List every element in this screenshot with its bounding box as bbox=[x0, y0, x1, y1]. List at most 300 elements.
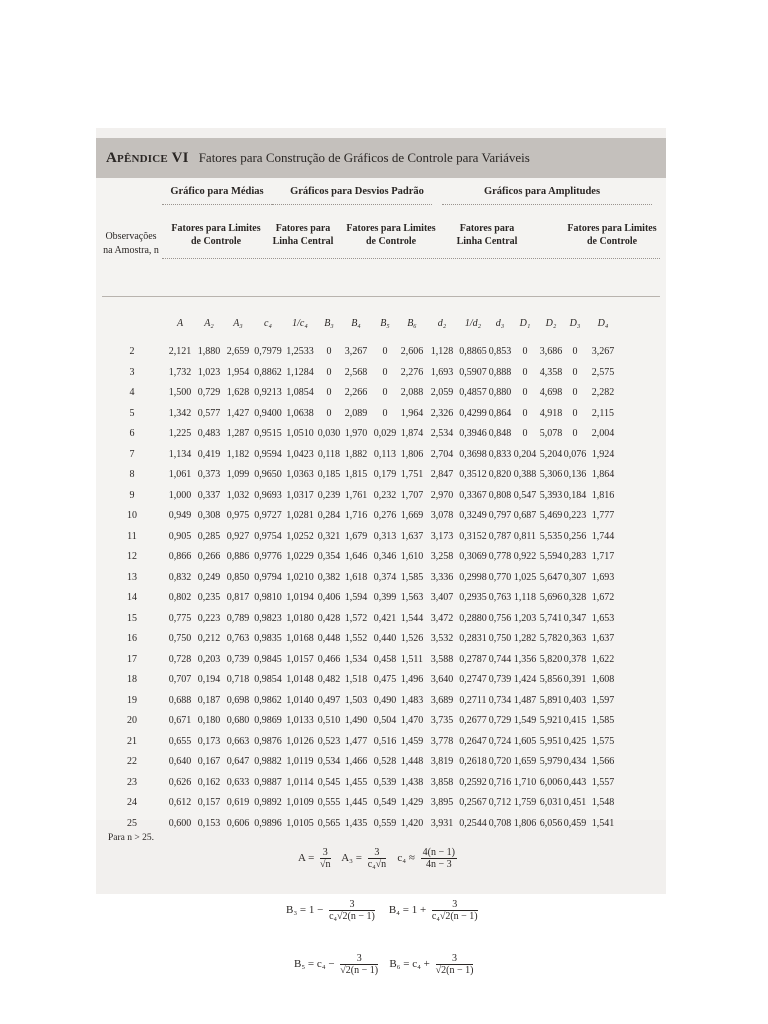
table-cell: 0,284 bbox=[317, 510, 341, 521]
table-cell: 5,535 bbox=[539, 530, 563, 542]
table-row bbox=[102, 674, 660, 695]
table-cell: 1,549 bbox=[513, 715, 537, 726]
table-cell: 1,477 bbox=[344, 735, 368, 747]
table-cell: 0 bbox=[326, 366, 332, 378]
table-cell: 1,646 bbox=[344, 551, 368, 562]
table-cell: 0,223 bbox=[197, 612, 221, 624]
table-cell: 0,3069 bbox=[459, 551, 487, 562]
table-cell: 0,9835 bbox=[254, 633, 282, 644]
table-cell: 1,470 bbox=[400, 715, 424, 726]
row-n-cell: 17 bbox=[127, 653, 137, 665]
group-desvios: Gráficos para Desvios Padrão bbox=[290, 186, 424, 197]
table-cell: 6,006 bbox=[539, 776, 563, 788]
table-cell: 0 bbox=[326, 346, 332, 357]
table-cell: 1,023 bbox=[197, 366, 221, 378]
table-cell: 0,975 bbox=[226, 510, 250, 521]
table-cell: 0,817 bbox=[226, 592, 250, 603]
table-cell: 1,000 bbox=[168, 489, 192, 501]
table-cell: 1,759 bbox=[513, 797, 537, 808]
formula-row-3 bbox=[294, 953, 476, 976]
formula-B4-den: c₄√2(n − 1) bbox=[431, 911, 478, 922]
table-cell: 0 bbox=[326, 407, 332, 419]
table-cell: 0,848 bbox=[488, 428, 512, 439]
column-header: A₂ bbox=[204, 318, 214, 329]
formula-B4-num: 3 bbox=[432, 899, 478, 911]
table-cell: 2,089 bbox=[344, 407, 368, 419]
table-row bbox=[102, 449, 660, 470]
formula-B6-den: √2(n − 1) bbox=[435, 965, 474, 976]
table-cell: 1,716 bbox=[344, 510, 368, 521]
table-cell: 6,056 bbox=[539, 817, 563, 829]
table-cell: 1,544 bbox=[400, 612, 424, 624]
table-cell: 5,306 bbox=[539, 469, 563, 480]
table-cell: 0,9854 bbox=[254, 674, 282, 685]
formula-row-2 bbox=[286, 899, 481, 922]
table-cell: 0,378 bbox=[563, 653, 587, 665]
table-cell: 0,9693 bbox=[254, 489, 282, 501]
table-cell: 1,0140 bbox=[286, 694, 314, 706]
table-cell: 5,594 bbox=[539, 551, 563, 562]
table-cell: 5,078 bbox=[539, 428, 563, 439]
table-cell: 3,819 bbox=[430, 756, 454, 767]
table-cell: 0 bbox=[326, 387, 332, 398]
table-cell: 0,346 bbox=[373, 551, 397, 562]
table-cell: 0,688 bbox=[168, 694, 192, 706]
table-cell: 0 bbox=[522, 428, 528, 439]
table-cell: 0,3152 bbox=[459, 530, 487, 542]
table-cell: 2,004 bbox=[591, 428, 615, 439]
table-cell: 1,880 bbox=[197, 346, 221, 357]
table-cell: 1,287 bbox=[226, 428, 250, 439]
table-cell: 1,806 bbox=[513, 817, 537, 829]
table-cell: 1,0510 bbox=[286, 428, 314, 439]
table-cell: 0,739 bbox=[226, 653, 250, 665]
table-cell: 1,448 bbox=[400, 756, 424, 767]
table-cell: 3,532 bbox=[430, 633, 454, 644]
table-cell: 1,0194 bbox=[286, 592, 314, 603]
table-cell: 0,308 bbox=[197, 510, 221, 521]
table-row bbox=[102, 572, 660, 593]
table-row bbox=[102, 592, 660, 613]
table-cell: 1,964 bbox=[400, 407, 424, 419]
row-n-cell: 15 bbox=[127, 612, 137, 624]
sub-lim-medias: Fatores para Limites de Controle bbox=[171, 223, 261, 247]
table-cell: 0,523 bbox=[317, 735, 341, 747]
table-cell: 5,696 bbox=[539, 592, 563, 603]
row-n-cell: 21 bbox=[127, 735, 137, 747]
table-cell: 0,555 bbox=[317, 797, 341, 808]
table-cell: 1,0119 bbox=[286, 756, 314, 767]
table-cell: 1,0423 bbox=[286, 448, 314, 460]
table-row bbox=[102, 387, 660, 408]
table-cell: 1,438 bbox=[400, 776, 424, 788]
table-cell: 0 bbox=[382, 407, 388, 419]
table-cell: 0,9869 bbox=[254, 715, 282, 726]
table-cell: 0,549 bbox=[373, 797, 397, 808]
table-cell: 0,802 bbox=[168, 592, 192, 603]
table-cell: 0,9882 bbox=[254, 756, 282, 767]
table-cell: 5,979 bbox=[539, 756, 563, 767]
column-header: c₄ bbox=[264, 318, 272, 329]
table-cell: 1,1284 bbox=[286, 366, 314, 378]
table-cell: 3,258 bbox=[430, 551, 454, 562]
table-cell: 0,763 bbox=[226, 633, 250, 644]
table-cell: 0,490 bbox=[373, 694, 397, 706]
table-cell: 0,363 bbox=[563, 633, 587, 644]
table-cell: 0,9776 bbox=[254, 551, 282, 562]
column-header: d₃ bbox=[495, 318, 505, 329]
table-cell: 2,606 bbox=[400, 346, 424, 357]
table-cell: 1,816 bbox=[591, 489, 615, 501]
table-cell: 0 bbox=[522, 407, 528, 419]
table-cell: 1,496 bbox=[400, 674, 424, 685]
table-cell: 0,2544 bbox=[459, 817, 487, 829]
table-cell: 0,173 bbox=[197, 735, 221, 747]
rule-desvios bbox=[272, 204, 432, 205]
table-cell: 0,388 bbox=[513, 469, 537, 480]
table-cell: 1,659 bbox=[513, 756, 537, 767]
table-cell: 0 bbox=[382, 346, 388, 357]
table-cell: 1,608 bbox=[591, 674, 615, 685]
table-cell: 3,640 bbox=[430, 674, 454, 685]
table-cell: 0,136 bbox=[563, 469, 587, 480]
table-cell: 0,9650 bbox=[254, 469, 282, 480]
column-header: B₆ bbox=[407, 318, 417, 329]
row-n-cell: 3 bbox=[129, 366, 135, 378]
table-cell: 0,421 bbox=[373, 612, 397, 624]
table-cell: 6,031 bbox=[539, 797, 563, 808]
table-cell: 0,2567 bbox=[459, 797, 487, 808]
table-cell: 1,455 bbox=[344, 776, 368, 788]
column-header: 1/d₂ bbox=[464, 318, 482, 329]
table-cell: 0,9754 bbox=[254, 530, 282, 542]
formula-c4-num: 4(n − 1) bbox=[422, 847, 455, 858]
formula-c4-den: 4n − 3 bbox=[425, 859, 452, 870]
table-cell: 0 bbox=[572, 346, 578, 357]
table-cell: 5,891 bbox=[539, 694, 563, 706]
table-cell: 0,663 bbox=[226, 735, 250, 747]
table-cell: 1,585 bbox=[400, 571, 424, 583]
table-cell: 1,628 bbox=[226, 387, 250, 398]
table-cell: 0,2880 bbox=[459, 612, 487, 624]
table-row bbox=[102, 346, 660, 367]
table-cell: 2,121 bbox=[168, 346, 192, 357]
table-row bbox=[102, 469, 660, 490]
table-cell: 3,407 bbox=[430, 592, 454, 603]
table-cell: 2,534 bbox=[430, 428, 454, 439]
rule-amplitudes bbox=[442, 204, 652, 205]
table-cell: 5,820 bbox=[539, 653, 563, 665]
table-cell: 5,469 bbox=[539, 510, 563, 521]
table-cell: 0,9896 bbox=[254, 817, 282, 829]
table-cell: 0,113 bbox=[373, 448, 397, 460]
table-cell: 0,276 bbox=[373, 510, 397, 521]
table-cell: 0,9862 bbox=[254, 694, 282, 706]
table-cell: 1,128 bbox=[430, 346, 454, 357]
formula-A-lhs: A = bbox=[298, 852, 315, 865]
table-cell: 0,482 bbox=[317, 674, 341, 685]
appendix-title: Fatores para Construção de Gráficos de Controle para Variáveis bbox=[198, 150, 530, 165]
formula-A-den: √n bbox=[320, 859, 331, 870]
table-cell: 1,618 bbox=[344, 571, 368, 583]
table-cell: 0,8862 bbox=[254, 366, 282, 378]
table-cell: 1,459 bbox=[400, 735, 424, 747]
table-cell: 5,393 bbox=[539, 489, 563, 501]
table-cell: 0,698 bbox=[226, 694, 250, 706]
table-cell: 0,249 bbox=[197, 571, 221, 583]
table-cell: 0 bbox=[572, 387, 578, 398]
table-cell: 0,399 bbox=[373, 592, 397, 603]
table-cell: 0,922 bbox=[513, 551, 537, 562]
table-cell: 0,744 bbox=[488, 653, 512, 665]
formula-c4-lhs: c₄ ≈ bbox=[397, 852, 415, 865]
sub-lim-desvio: Fatores para Limites de Controle bbox=[346, 223, 436, 247]
row-n-cell: 8 bbox=[129, 469, 135, 480]
table-cell: 0,539 bbox=[373, 776, 397, 788]
table-cell: 1,0252 bbox=[286, 530, 314, 542]
table-cell: 0,391 bbox=[563, 674, 587, 685]
table-row bbox=[102, 654, 660, 675]
table-cell: 0,728 bbox=[168, 653, 192, 665]
table-cell: 0 bbox=[382, 366, 388, 378]
table-cell: 0,204 bbox=[513, 448, 537, 460]
table-cell: 0,9794 bbox=[254, 571, 282, 583]
table-cell: 1,445 bbox=[344, 797, 368, 808]
table-cell: 4,918 bbox=[539, 407, 563, 419]
table-cell: 3,931 bbox=[430, 817, 454, 829]
table-cell: 0,459 bbox=[563, 817, 587, 829]
table-cell: 1,597 bbox=[591, 694, 615, 706]
rule-medias bbox=[162, 204, 272, 205]
table-cell: 0,440 bbox=[373, 633, 397, 644]
table-cell: 0,927 bbox=[226, 530, 250, 542]
table-cell: 0,577 bbox=[197, 407, 221, 419]
table-cell: 1,552 bbox=[344, 633, 368, 644]
table-row bbox=[102, 510, 660, 531]
table-cell: 3,735 bbox=[430, 715, 454, 726]
table-cell: 0 bbox=[572, 407, 578, 419]
row-n-cell: 24 bbox=[127, 797, 137, 808]
table-cell: 0,030 bbox=[317, 428, 341, 439]
table-cell: 0,239 bbox=[317, 489, 341, 501]
row-n-cell: 11 bbox=[127, 530, 137, 542]
table-cell: 1,0854 bbox=[286, 387, 314, 398]
column-header: B₅ bbox=[380, 318, 390, 329]
table-cell: 2,115 bbox=[591, 407, 615, 419]
table-cell: 1,637 bbox=[591, 633, 615, 644]
table-cell: 1,669 bbox=[400, 510, 424, 521]
table-cell: 0,403 bbox=[563, 694, 587, 706]
table-cell: 0,808 bbox=[488, 489, 512, 501]
formula-B6-frac bbox=[436, 953, 474, 976]
column-header: A₃ bbox=[233, 318, 243, 329]
table-cell: 1,557 bbox=[591, 776, 615, 788]
table-cell: 0,2647 bbox=[459, 735, 487, 747]
table-cell: 0,212 bbox=[197, 633, 221, 644]
table-cell: 0,724 bbox=[488, 735, 512, 747]
table-cell: 0,3698 bbox=[459, 448, 487, 460]
table-row bbox=[102, 715, 660, 736]
table-cell: 1,710 bbox=[513, 776, 537, 788]
table-cell: 1,777 bbox=[591, 510, 615, 521]
table-cell: 0,337 bbox=[197, 489, 221, 501]
table-cell: 0,5907 bbox=[459, 366, 487, 378]
table-cell: 0,729 bbox=[197, 387, 221, 398]
formula-B5-frac bbox=[340, 953, 378, 976]
table-cell: 0 bbox=[382, 387, 388, 398]
obs-label: Observações na Amostra, n bbox=[103, 231, 159, 256]
table-cell: 3,336 bbox=[430, 571, 454, 583]
table-row bbox=[102, 428, 660, 449]
table-cell: 0,850 bbox=[226, 571, 250, 583]
table-row bbox=[102, 633, 660, 654]
formula-B3-den: c₄√2(n − 1) bbox=[329, 911, 375, 922]
table-cell: 1,534 bbox=[344, 653, 368, 665]
formula-A3-den: c₄√n bbox=[367, 859, 387, 870]
table-cell: 0,3367 bbox=[459, 489, 487, 501]
table-cell: 0,633 bbox=[226, 776, 250, 788]
table-cell: 0,232 bbox=[373, 489, 397, 501]
formula-B5-num: 3 bbox=[340, 953, 378, 965]
table-cell: 1,466 bbox=[344, 756, 368, 767]
table-row bbox=[102, 408, 660, 429]
table-cell: 0,483 bbox=[197, 428, 221, 439]
table-cell: 1,182 bbox=[226, 448, 250, 460]
table-cell: 2,847 bbox=[430, 469, 454, 480]
table-cell: 4,698 bbox=[539, 387, 563, 398]
row-n-cell: 18 bbox=[127, 674, 137, 685]
table-cell: 1,622 bbox=[591, 653, 615, 665]
table-cell: 1,511 bbox=[400, 653, 424, 665]
table-cell: 0,787 bbox=[488, 530, 512, 542]
table-cell: 5,921 bbox=[539, 715, 563, 726]
table-cell: 0,167 bbox=[197, 756, 221, 767]
row-n-cell: 23 bbox=[127, 776, 137, 788]
formula-c4-frac bbox=[421, 847, 457, 870]
table-cell: 1,541 bbox=[591, 817, 615, 829]
table-cell: 5,856 bbox=[539, 674, 563, 685]
table-cell: 0,2592 bbox=[459, 776, 487, 788]
table-cell: 0,712 bbox=[488, 797, 512, 808]
table-cell: 0,833 bbox=[488, 448, 512, 460]
table-cell: 0,734 bbox=[488, 694, 512, 706]
table-cell: 1,342 bbox=[168, 407, 192, 419]
table-cell: 2,970 bbox=[430, 489, 454, 501]
table-cell: 0,185 bbox=[317, 469, 341, 480]
table-cell: 0,153 bbox=[197, 817, 221, 829]
table-cell: 1,815 bbox=[344, 469, 368, 480]
row-n-cell: 2 bbox=[129, 346, 135, 357]
table-cell: 1,717 bbox=[591, 551, 615, 562]
table-cell: 4,358 bbox=[539, 366, 563, 378]
table-cell: 1,526 bbox=[400, 633, 424, 644]
appendix-page bbox=[96, 128, 666, 976]
table-cell: 1,0168 bbox=[286, 633, 314, 644]
table-cell: 0,600 bbox=[168, 817, 192, 829]
table-cell: 0,184 bbox=[563, 489, 587, 501]
table-cell: 0,497 bbox=[317, 694, 341, 706]
column-header: d₂ bbox=[437, 318, 447, 329]
table-row bbox=[102, 818, 660, 839]
table-cell: 2,575 bbox=[591, 366, 615, 378]
table-cell: 0,545 bbox=[317, 776, 341, 788]
table-cell: 1,761 bbox=[344, 489, 368, 501]
table-cell: 0,789 bbox=[226, 612, 250, 624]
table-row bbox=[102, 551, 660, 572]
table-cell: 1,874 bbox=[400, 428, 424, 439]
table-cell: 0,428 bbox=[317, 612, 341, 624]
table-cell: 0,778 bbox=[488, 551, 512, 562]
table-cell: 1,693 bbox=[591, 571, 615, 583]
table-cell: 0,466 bbox=[317, 653, 341, 665]
table-cell: 2,276 bbox=[400, 366, 424, 378]
table-cell: 1,099 bbox=[226, 469, 250, 480]
table-cell: 0,354 bbox=[317, 551, 341, 562]
table-cell: 3,078 bbox=[430, 510, 454, 521]
table-cell: 0,283 bbox=[563, 551, 587, 562]
table-cell: 0,285 bbox=[197, 530, 221, 542]
table-cell: 1,970 bbox=[344, 428, 368, 439]
table-cell: 1,503 bbox=[344, 694, 368, 706]
formula-A3-frac bbox=[368, 847, 386, 870]
table-cell: 0,328 bbox=[563, 592, 587, 603]
formula-A3-num: 3 bbox=[368, 847, 386, 859]
table-cell: 2,568 bbox=[344, 366, 368, 378]
table-cell: 1,0229 bbox=[286, 551, 314, 562]
table-cell: 1,061 bbox=[168, 469, 192, 480]
table-cell: 1,282 bbox=[513, 633, 537, 644]
control-factors-table bbox=[96, 178, 666, 829]
row-n-cell: 5 bbox=[129, 407, 135, 419]
table-cell: 0,2747 bbox=[459, 674, 487, 685]
table-cell: 0,415 bbox=[563, 715, 587, 726]
table-cell: 3,267 bbox=[591, 346, 615, 357]
table-cell: 1,585 bbox=[591, 715, 615, 726]
table-cell: 1,605 bbox=[513, 735, 537, 747]
table-cell: 0,029 bbox=[373, 428, 397, 439]
table-cell: 0,434 bbox=[563, 756, 587, 767]
table-cell: 1,572 bbox=[344, 612, 368, 624]
table-cell: 0,750 bbox=[168, 633, 192, 644]
table-row bbox=[102, 490, 660, 511]
formula-B4-frac bbox=[432, 899, 478, 922]
table-cell: 1,548 bbox=[591, 797, 615, 808]
table-cell: 2,282 bbox=[591, 387, 615, 398]
table-cell: 0,9515 bbox=[254, 428, 282, 439]
table-cell: 1,518 bbox=[344, 674, 368, 685]
table-cell: 1,0210 bbox=[286, 571, 314, 583]
table-cell: 1,610 bbox=[400, 551, 424, 562]
table-cell: 1,563 bbox=[400, 592, 424, 603]
table-cell: 1,732 bbox=[168, 366, 192, 378]
table-cell: 0,775 bbox=[168, 612, 192, 624]
table-cell: 1,637 bbox=[400, 530, 424, 542]
appendix-header bbox=[96, 138, 666, 178]
table-cell: 1,490 bbox=[344, 715, 368, 726]
table-cell: 0,708 bbox=[488, 817, 512, 829]
table-cell: 0,820 bbox=[488, 469, 512, 480]
table-cell: 1,0133 bbox=[286, 715, 314, 726]
table-cell: 0,811 bbox=[513, 530, 537, 542]
table-cell: 0,187 bbox=[197, 694, 221, 706]
table-cell: 0,157 bbox=[197, 797, 221, 808]
formula-B6-lhs: B₆ = c₄ + bbox=[389, 958, 430, 971]
table-cell: 0,949 bbox=[168, 510, 192, 521]
table-cell: 1,0126 bbox=[286, 735, 314, 747]
table-cell: 0,321 bbox=[317, 530, 341, 542]
table-cell: 3,472 bbox=[430, 612, 454, 624]
row-n-cell: 12 bbox=[127, 551, 137, 562]
